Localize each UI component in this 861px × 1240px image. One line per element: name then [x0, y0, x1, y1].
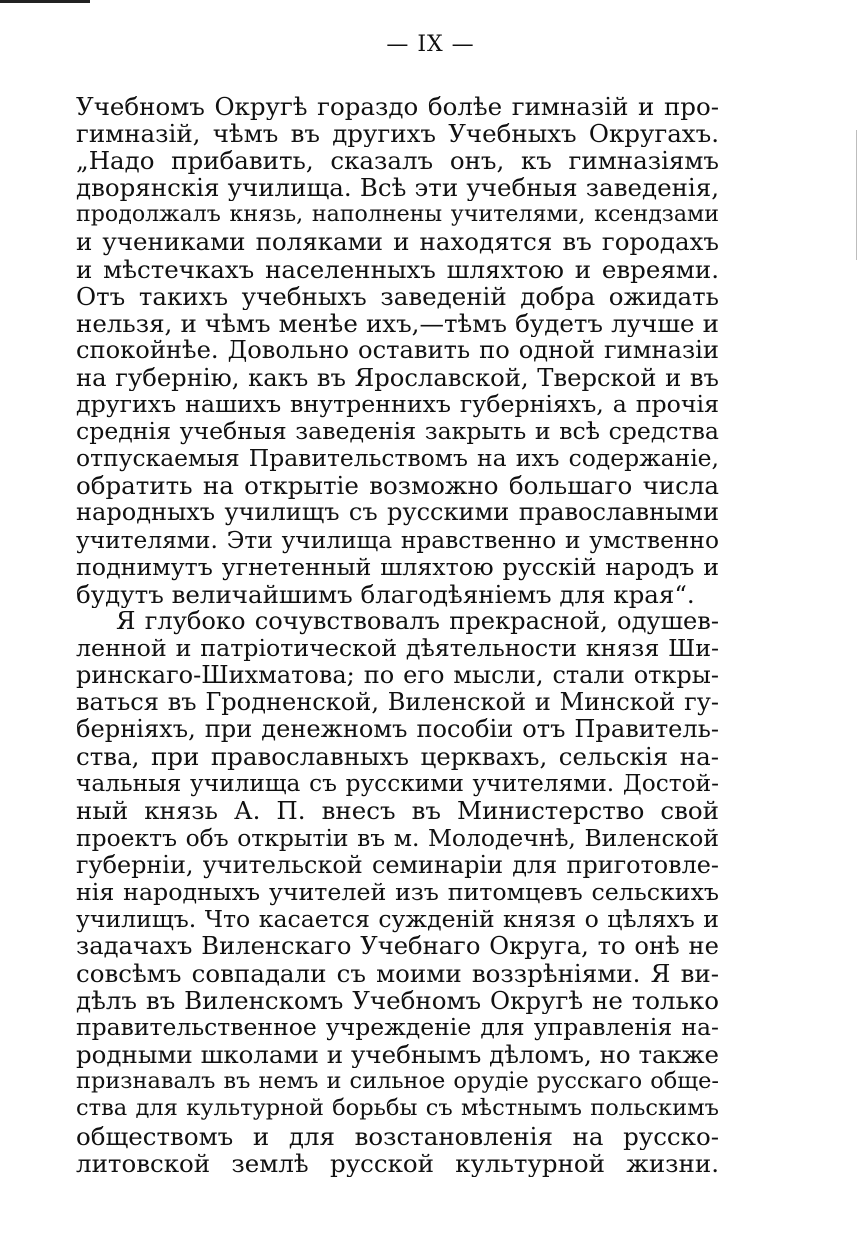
- text-line: ринскаго-Шихматова; по его мысли, стали откры-: [76, 661, 719, 689]
- scan-edge-mark: [0, 0, 90, 3]
- text-line: Отъ такихъ учебныхъ заведеній добра ожидать: [76, 282, 719, 310]
- text-line: дворянскія училища. Всѣ эти учебныя заведенія,: [76, 174, 719, 202]
- text-line: ства для культурной борьбы съ мѣстнымъ польскимъ: [76, 1095, 719, 1122]
- text-line: нельзя, и чѣмъ менѣе ихъ,—тѣмъ будетъ лучше и: [76, 309, 719, 337]
- text-line: дѣлъ въ Виленскомъ Учебномъ Округѣ не только: [76, 987, 719, 1015]
- text-line: совсѣмъ совпадали съ моими воззрѣніями. Я ви-: [76, 960, 719, 988]
- text-line: спокойнѣе. Довольно оставить по одной гимназіи: [76, 336, 719, 364]
- body-text: [76, 93, 719, 1177]
- text-line: литовской землѣ русской культурной жизни.: [76, 1149, 719, 1177]
- text-line: учителями. Эти училища нравственно и умственно: [76, 526, 719, 554]
- text-line: Учебномъ Округѣ гораздо болѣе гимназій и про-: [76, 93, 719, 121]
- text-line: обществомъ и для возстановленія на русско-: [76, 1122, 719, 1150]
- text-line: правительственное учрежденіе для управленія на-: [76, 1014, 719, 1042]
- text-line: народныхъ училищъ съ русскими православными: [76, 499, 719, 527]
- text-line: проектъ объ открытіи въ м. Молодечнѣ, Виленской: [76, 824, 719, 852]
- text-line: Я глубоко сочувствовалъ прекрасной, одушев-: [116, 607, 719, 635]
- text-line: среднія учебныя заведенія закрыть и всѣ средства: [76, 418, 719, 446]
- text-line: и учениками поляками и находятся въ городахъ: [76, 228, 719, 256]
- text-line: ваться въ Гродненской, Виленской и Минской гу-: [76, 689, 719, 717]
- text-line: отпускаемыя Правительствомъ на ихъ содержаніе,: [76, 445, 719, 473]
- text-line: ства, при православныхъ церквахъ, сельскія на-: [76, 743, 719, 771]
- text-line: будутъ величайшимъ благодѣяніемъ для края“.: [76, 580, 695, 608]
- text-line: признавалъ въ немъ и сильное орудіе русскаго обще-: [76, 1068, 719, 1095]
- text-line: чальныя училища съ русскими учителями. Достой-: [76, 770, 719, 798]
- text-line: гимназій, чѣмъ въ другихъ Учебныхъ Округахъ.: [76, 120, 719, 148]
- text-line: поднимутъ угнетенный шляхтою русскій народъ и: [76, 553, 719, 581]
- text-line: нія народныхъ учителей изъ питомцевъ сельскихъ: [76, 878, 719, 906]
- text-line: губерніи, учительской семинаріи для приготовле-: [76, 851, 719, 879]
- text-line: берніяхъ, при денежномъ пособіи отъ Правитель-: [76, 716, 719, 744]
- text-line: обратить на открытіе возможно большаго числа: [76, 472, 719, 500]
- text-line: ный князь А. П. внесъ въ Министерство свой: [76, 797, 719, 825]
- text-line: „Надо прибавить, сказалъ онъ, къ гимназіямъ: [76, 147, 719, 175]
- page-number: — IX —: [386, 32, 475, 57]
- text-line: ленной и патріотической дѣятельности князя Ши-: [76, 634, 719, 662]
- text-line: другихъ нашихъ внутреннихъ губерніяхъ, а прочія: [76, 391, 719, 419]
- text-line: родными школами и учебнымъ дѣломъ, но также: [76, 1041, 719, 1069]
- text-line: задачахъ Виленскаго Учебнаго Округа, то онѣ не: [76, 932, 719, 960]
- text-line: училищъ. Что касается сужденій князя о цѣляхъ и: [76, 905, 719, 933]
- text-line: и мѣстечкахъ населенныхъ шляхтою и евреями.: [76, 255, 719, 283]
- text-line: на губернію, какъ въ Ярославской, Тверской и въ: [76, 363, 719, 392]
- scan-edge-line: [856, 130, 857, 260]
- text-line: продолжалъ князь, наполнены учителями, ксендзами: [76, 201, 719, 228]
